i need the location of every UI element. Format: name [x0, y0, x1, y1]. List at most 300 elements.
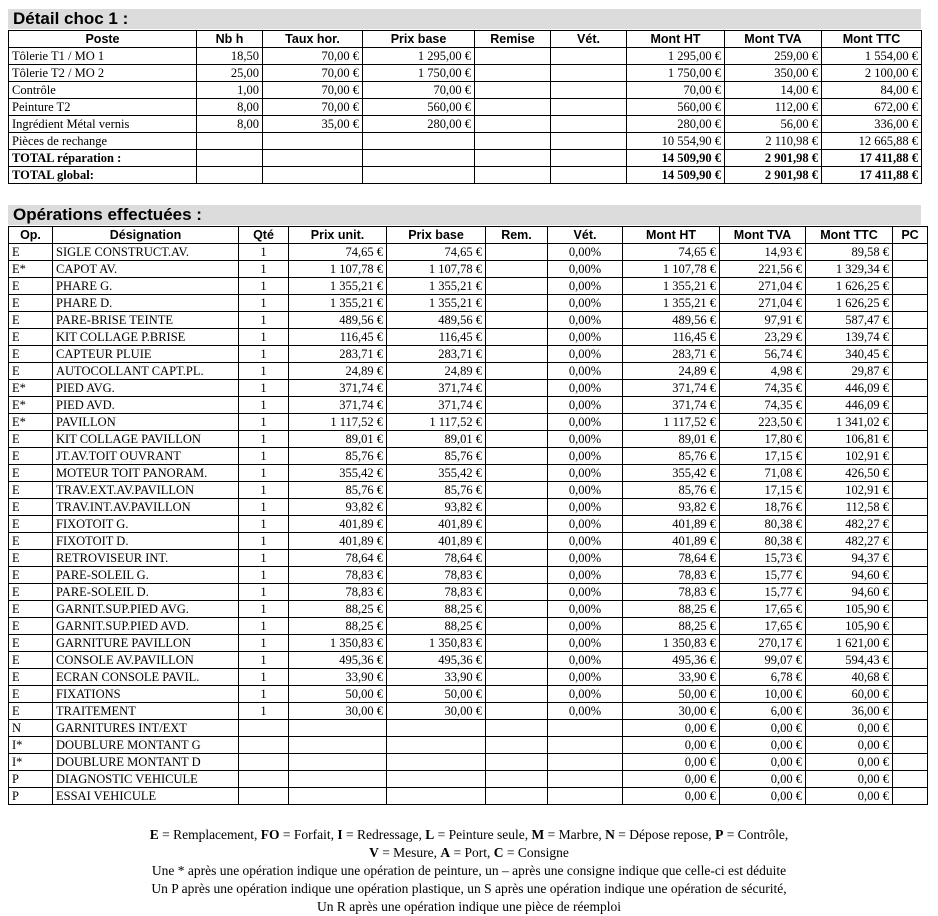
- table-cell: [486, 414, 548, 431]
- table-cell: [363, 133, 475, 150]
- column-header: Prix base: [387, 227, 486, 244]
- table-cell: [475, 65, 551, 82]
- table-cell: 78,64 €: [387, 550, 486, 567]
- table-cell: TRAITEMENT: [53, 703, 239, 720]
- table-cell: 24,89 €: [623, 363, 720, 380]
- table-cell: 0,00 €: [806, 771, 893, 788]
- table-cell: 1: [239, 278, 289, 295]
- table-cell: SIGLE CONSTRUCT.AV.: [53, 244, 239, 261]
- table-cell: 70,00 €: [263, 99, 363, 116]
- table-cell: 74,65 €: [623, 244, 720, 261]
- table-cell: TOTAL global:: [9, 167, 197, 184]
- table-cell: [893, 686, 928, 703]
- table-cell: PARE-SOLEIL D.: [53, 584, 239, 601]
- table-cell: 1 621,00 €: [806, 635, 893, 652]
- table-cell: E*: [9, 261, 53, 278]
- table-cell: [893, 703, 928, 720]
- table-cell: 0,00 €: [720, 737, 806, 754]
- table-cell: P: [9, 771, 53, 788]
- legend-codes-line-2: [0, 844, 938, 862]
- table-row: [9, 601, 928, 618]
- table-cell: 0,00 €: [806, 754, 893, 771]
- table-cell: [486, 431, 548, 448]
- table-cell: 94,60 €: [806, 584, 893, 601]
- table-cell: 89,58 €: [806, 244, 893, 261]
- table-cell: 0,00 €: [720, 754, 806, 771]
- table-cell: [893, 737, 928, 754]
- table-cell: 24,89 €: [289, 363, 387, 380]
- table-cell: 495,36 €: [289, 652, 387, 669]
- table-cell: 12 665,88 €: [822, 133, 922, 150]
- table-cell: 1 341,02 €: [806, 414, 893, 431]
- table-cell: [289, 720, 387, 737]
- table-cell: 70,00 €: [263, 82, 363, 99]
- legend-label: = Dépose repose,: [614, 827, 716, 842]
- table-cell: [893, 771, 928, 788]
- table-cell: 482,27 €: [806, 516, 893, 533]
- table-cell: 15,77 €: [720, 584, 806, 601]
- table-cell: E: [9, 363, 53, 380]
- legend-label: = Remplacement,: [158, 827, 261, 842]
- table-cell: 78,83 €: [387, 567, 486, 584]
- table-cell: 223,50 €: [720, 414, 806, 431]
- table-cell: 0,00%: [548, 431, 623, 448]
- table-cell: E: [9, 601, 53, 618]
- legend-code: M: [531, 827, 545, 842]
- table-cell: [289, 754, 387, 771]
- column-header: PC: [893, 227, 928, 244]
- table-cell: AUTOCOLLANT CAPT.PL.: [53, 363, 239, 380]
- table-row: [9, 346, 928, 363]
- table-cell: [486, 584, 548, 601]
- table-cell: 0,00%: [548, 703, 623, 720]
- table-cell: [893, 533, 928, 550]
- table-cell: 50,00 €: [387, 686, 486, 703]
- table-cell: Pièces de rechange: [9, 133, 197, 150]
- column-header: Poste: [9, 31, 197, 48]
- table-row: [9, 380, 928, 397]
- table-cell: FIXOTOIT G.: [53, 516, 239, 533]
- table-cell: [893, 720, 928, 737]
- table-cell: 14,93 €: [720, 244, 806, 261]
- table-row: [9, 278, 928, 295]
- table-cell: 495,36 €: [623, 652, 720, 669]
- table-cell: 1 117,52 €: [623, 414, 720, 431]
- table-cell: 1: [239, 516, 289, 533]
- table-cell: 71,08 €: [720, 465, 806, 482]
- table-cell: 85,76 €: [387, 448, 486, 465]
- table-cell: E: [9, 499, 53, 516]
- table-cell: 50,00 €: [289, 686, 387, 703]
- table-cell: [486, 499, 548, 516]
- table-cell: 56,74 €: [720, 346, 806, 363]
- table-cell: 10 554,90 €: [627, 133, 725, 150]
- table-cell: 1 355,21 €: [623, 278, 720, 295]
- table-cell: 35,00 €: [263, 116, 363, 133]
- table-cell: 1 355,21 €: [387, 295, 486, 312]
- column-header: Taux hor.: [263, 31, 363, 48]
- legend-note-reuse: Un R après une opération indique une pièce de réemploi: [316, 899, 622, 914]
- table-cell: 88,25 €: [387, 601, 486, 618]
- table-cell: 1 117,52 €: [289, 414, 387, 431]
- table-cell: 17,65 €: [720, 601, 806, 618]
- table-cell: [263, 150, 363, 167]
- detail-header-row: [9, 31, 922, 48]
- column-header: Prix base: [363, 31, 475, 48]
- table-cell: 1: [239, 533, 289, 550]
- table-cell: [893, 312, 928, 329]
- table-cell: [197, 150, 263, 167]
- table-cell: 401,89 €: [289, 516, 387, 533]
- table-cell: [893, 482, 928, 499]
- table-cell: 1,00: [197, 82, 263, 99]
- table-cell: 14 509,90 €: [627, 150, 725, 167]
- table-cell: 587,47 €: [806, 312, 893, 329]
- table-cell: 1 355,21 €: [623, 295, 720, 312]
- legend-codes-line-1: [0, 826, 938, 844]
- table-cell: [551, 82, 627, 99]
- table-cell: 0,00%: [548, 601, 623, 618]
- table-cell: 0,00 €: [720, 720, 806, 737]
- table-cell: 283,71 €: [387, 346, 486, 363]
- table-row: [9, 669, 928, 686]
- table-row: [9, 465, 928, 482]
- table-cell: 0,00 €: [720, 788, 806, 805]
- table-cell: 270,17 €: [720, 635, 806, 652]
- table-cell: [893, 584, 928, 601]
- table-cell: 84,00 €: [822, 82, 922, 99]
- table-cell: 0,00%: [548, 635, 623, 652]
- table-cell: 401,89 €: [623, 516, 720, 533]
- table-cell: 1: [239, 295, 289, 312]
- table-cell: GARNITURE PAVILLON: [53, 635, 239, 652]
- table-cell: 56,00 €: [725, 116, 822, 133]
- table-cell: 2 901,98 €: [725, 167, 822, 184]
- table-cell: 24,89 €: [387, 363, 486, 380]
- table-cell: 102,91 €: [806, 448, 893, 465]
- table-cell: 1 350,83 €: [289, 635, 387, 652]
- table-cell: 672,00 €: [822, 99, 922, 116]
- table-cell: 355,42 €: [387, 465, 486, 482]
- table-cell: [486, 448, 548, 465]
- table-cell: 1: [239, 618, 289, 635]
- table-cell: 105,90 €: [806, 618, 893, 635]
- table-row: [9, 329, 928, 346]
- legend-code: I: [337, 827, 343, 842]
- table-cell: 33,90 €: [387, 669, 486, 686]
- table-cell: 80,38 €: [720, 533, 806, 550]
- table-cell: 14,00 €: [725, 82, 822, 99]
- table-cell: 1: [239, 635, 289, 652]
- table-cell: [548, 788, 623, 805]
- table-cell: 116,45 €: [289, 329, 387, 346]
- table-cell: MOTEUR TOIT PANORAM.: [53, 465, 239, 482]
- column-header: Mont HT: [623, 227, 720, 244]
- table-row: [9, 448, 928, 465]
- table-cell: [239, 788, 289, 805]
- table-cell: [893, 397, 928, 414]
- table-cell: TRAV.EXT.AV.PAVILLON: [53, 482, 239, 499]
- table-cell: [387, 788, 486, 805]
- table-row: [9, 82, 922, 99]
- table-cell: [486, 278, 548, 295]
- table-row: [9, 533, 928, 550]
- table-cell: [486, 261, 548, 278]
- table-cell: [486, 635, 548, 652]
- table-row: [9, 261, 928, 278]
- table-row: [9, 703, 928, 720]
- table-cell: 283,71 €: [289, 346, 387, 363]
- table-cell: [893, 278, 928, 295]
- table-cell: 1 355,21 €: [387, 278, 486, 295]
- table-cell: 78,83 €: [623, 584, 720, 601]
- table-cell: 560,00 €: [363, 99, 475, 116]
- table-row: [9, 99, 922, 116]
- table-cell: 1: [239, 601, 289, 618]
- table-cell: 8,00: [197, 99, 263, 116]
- table-cell: E: [9, 550, 53, 567]
- detail-section-title: Détail choc 1 :: [8, 9, 921, 29]
- table-cell: [197, 167, 263, 184]
- column-header: Vét.: [548, 227, 623, 244]
- table-cell: [551, 133, 627, 150]
- table-cell: [893, 431, 928, 448]
- legend-label: = Consigne: [503, 845, 569, 860]
- table-cell: 85,76 €: [387, 482, 486, 499]
- table-cell: [486, 516, 548, 533]
- table-cell: 350,00 €: [725, 65, 822, 82]
- table-cell: 1 355,21 €: [289, 278, 387, 295]
- table-cell: 78,64 €: [623, 550, 720, 567]
- table-cell: 89,01 €: [289, 431, 387, 448]
- table-cell: [486, 329, 548, 346]
- table-cell: PHARE G.: [53, 278, 239, 295]
- table-cell: 25,00: [197, 65, 263, 82]
- table-cell: 78,83 €: [387, 584, 486, 601]
- legend-note-paint: Une * après une opération indique une opération de peinture, un – après une consigne indique que celle-ci est déduite: [151, 863, 787, 878]
- table-cell: TOTAL réparation :: [9, 150, 197, 167]
- table-cell: 0,00 €: [623, 771, 720, 788]
- table-cell: [239, 754, 289, 771]
- table-cell: PAVILLON: [53, 414, 239, 431]
- table-cell: 88,25 €: [289, 618, 387, 635]
- table-cell: 4,98 €: [720, 363, 806, 380]
- table-cell: 1: [239, 363, 289, 380]
- table-cell: [475, 116, 551, 133]
- table-cell: 0,00 €: [623, 788, 720, 805]
- table-cell: 1 295,00 €: [627, 48, 725, 65]
- table-cell: [486, 567, 548, 584]
- table-cell: 0,00%: [548, 550, 623, 567]
- table-cell: 17,15 €: [720, 448, 806, 465]
- table-cell: PIED AVD.: [53, 397, 239, 414]
- table-row: [9, 499, 928, 516]
- table-cell: 88,25 €: [387, 618, 486, 635]
- table-cell: [548, 754, 623, 771]
- column-header: Mont TTC: [806, 227, 893, 244]
- table-row: [9, 686, 928, 703]
- table-cell: 0,00 €: [623, 720, 720, 737]
- legend-label: = Port,: [450, 845, 494, 860]
- table-cell: [551, 65, 627, 82]
- column-header: Mont TVA: [725, 31, 822, 48]
- table-cell: 1: [239, 346, 289, 363]
- table-cell: KIT COLLAGE P.BRISE: [53, 329, 239, 346]
- table-cell: 0,00%: [548, 465, 623, 482]
- legend-label: = Contrôle,: [723, 827, 789, 842]
- table-cell: [387, 754, 486, 771]
- table-cell: 6,00 €: [720, 703, 806, 720]
- table-cell: I*: [9, 754, 53, 771]
- table-cell: 0,00%: [548, 414, 623, 431]
- table-cell: 106,81 €: [806, 431, 893, 448]
- table-cell: TRAV.INT.AV.PAVILLON: [53, 499, 239, 516]
- table-cell: [486, 788, 548, 805]
- table-cell: 89,01 €: [623, 431, 720, 448]
- table-cell: 0,00%: [548, 363, 623, 380]
- legend-label: = Redressage,: [342, 827, 426, 842]
- table-cell: [475, 150, 551, 167]
- table-cell: 355,42 €: [289, 465, 387, 482]
- table-cell: 14 509,90 €: [627, 167, 725, 184]
- table-cell: 88,25 €: [289, 601, 387, 618]
- table-cell: 18,76 €: [720, 499, 806, 516]
- column-header: Nb h: [197, 31, 263, 48]
- table-cell: 495,36 €: [387, 652, 486, 669]
- table-cell: 97,91 €: [720, 312, 806, 329]
- column-header: Mont HT: [627, 31, 725, 48]
- table-cell: E: [9, 465, 53, 482]
- table-cell: [551, 48, 627, 65]
- table-cell: [475, 133, 551, 150]
- table-cell: [551, 116, 627, 133]
- table-cell: 489,56 €: [387, 312, 486, 329]
- column-header: Rem.: [486, 227, 548, 244]
- table-row: [9, 754, 928, 771]
- table-cell: [893, 380, 928, 397]
- table-cell: [486, 397, 548, 414]
- legend: [0, 826, 938, 916]
- legend-code: E: [149, 827, 159, 842]
- table-cell: 355,42 €: [623, 465, 720, 482]
- table-cell: [239, 771, 289, 788]
- table-cell: 0,00%: [548, 397, 623, 414]
- column-header: Qté: [239, 227, 289, 244]
- table-cell: 280,00 €: [363, 116, 475, 133]
- table-cell: 371,74 €: [289, 380, 387, 397]
- table-cell: 94,37 €: [806, 550, 893, 567]
- table-cell: 401,89 €: [623, 533, 720, 550]
- column-header: Vét.: [551, 31, 627, 48]
- table-cell: 1: [239, 329, 289, 346]
- table-cell: 89,01 €: [387, 431, 486, 448]
- table-cell: E: [9, 516, 53, 533]
- table-cell: 1: [239, 448, 289, 465]
- table-cell: 1: [239, 669, 289, 686]
- table-cell: [486, 669, 548, 686]
- table-cell: 489,56 €: [289, 312, 387, 329]
- table-cell: 1: [239, 584, 289, 601]
- table-cell: 74,65 €: [289, 244, 387, 261]
- table-cell: E: [9, 618, 53, 635]
- operations-header-row: [9, 227, 928, 244]
- table-cell: [893, 465, 928, 482]
- table-cell: [197, 133, 263, 150]
- table-cell: [893, 329, 928, 346]
- table-cell: 1: [239, 550, 289, 567]
- table-cell: [893, 448, 928, 465]
- table-cell: [893, 754, 928, 771]
- table-cell: [486, 380, 548, 397]
- table-cell: [551, 150, 627, 167]
- table-cell: 1: [239, 686, 289, 703]
- table-cell: 1 107,78 €: [387, 261, 486, 278]
- column-header: Prix unit.: [289, 227, 387, 244]
- legend-code: V: [369, 845, 379, 860]
- table-cell: CAPOT AV.: [53, 261, 239, 278]
- table-cell: [548, 720, 623, 737]
- table-row: [9, 635, 928, 652]
- table-cell: 401,89 €: [387, 533, 486, 550]
- table-cell: [486, 754, 548, 771]
- table-cell: 17 411,88 €: [822, 150, 922, 167]
- table-cell: [239, 720, 289, 737]
- table-cell: [239, 737, 289, 754]
- table-cell: 29,87 €: [806, 363, 893, 380]
- table-cell: 30,00 €: [289, 703, 387, 720]
- table-cell: 1 107,78 €: [623, 261, 720, 278]
- table-cell: 23,29 €: [720, 329, 806, 346]
- table-cell: 0,00%: [548, 346, 623, 363]
- table-cell: 489,56 €: [623, 312, 720, 329]
- column-header: Remise: [475, 31, 551, 48]
- table-cell: 1 329,34 €: [806, 261, 893, 278]
- table-cell: 18,50: [197, 48, 263, 65]
- table-cell: 1: [239, 465, 289, 482]
- table-cell: 80,38 €: [720, 516, 806, 533]
- table-cell: 10,00 €: [720, 686, 806, 703]
- table-cell: KIT COLLAGE PAVILLON: [53, 431, 239, 448]
- table-cell: [387, 720, 486, 737]
- table-row: [9, 482, 928, 499]
- table-cell: [486, 652, 548, 669]
- table-cell: 446,09 €: [806, 397, 893, 414]
- table-cell: Peinture T2: [9, 99, 197, 116]
- column-header: Désignation: [53, 227, 239, 244]
- table-cell: 94,60 €: [806, 567, 893, 584]
- table-cell: 371,74 €: [387, 380, 486, 397]
- table-cell: FIXATIONS: [53, 686, 239, 703]
- table-cell: E: [9, 448, 53, 465]
- table-cell: GARNIT.SUP.PIED AVG.: [53, 601, 239, 618]
- table-cell: [475, 48, 551, 65]
- table-cell: 15,77 €: [720, 567, 806, 584]
- table-cell: 0,00%: [548, 244, 623, 261]
- table-cell: 1 350,83 €: [623, 635, 720, 652]
- table-cell: [486, 703, 548, 720]
- table-cell: 116,45 €: [387, 329, 486, 346]
- table-cell: DIAGNOSTIC VEHICULE: [53, 771, 239, 788]
- table-cell: [893, 363, 928, 380]
- table-cell: [548, 737, 623, 754]
- column-header: Mont TTC: [822, 31, 922, 48]
- table-cell: E: [9, 244, 53, 261]
- table-cell: CAPTEUR PLUIE: [53, 346, 239, 363]
- table-cell: 74,35 €: [720, 380, 806, 397]
- table-cell: 0,00 €: [720, 771, 806, 788]
- table-cell: 371,74 €: [289, 397, 387, 414]
- table-cell: [486, 346, 548, 363]
